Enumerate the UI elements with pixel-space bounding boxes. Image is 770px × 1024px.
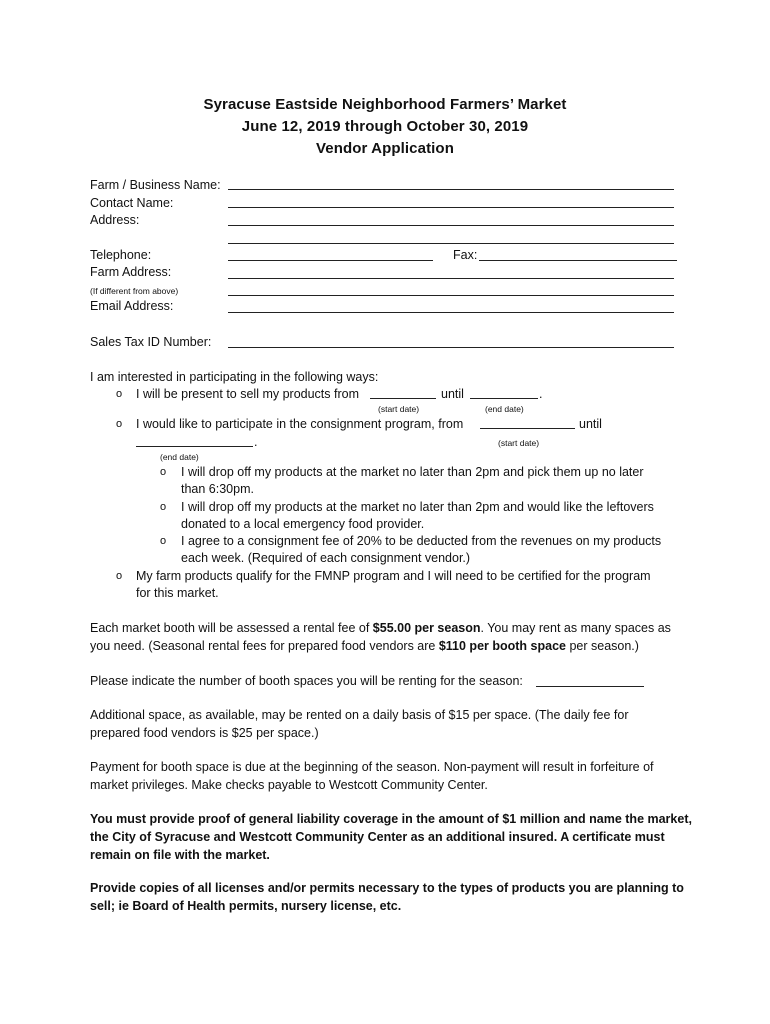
payment-line-1: Payment for booth space is due at the beginning of the season. Non-payment will result in forfeiture of xyxy=(90,760,654,774)
sub-option-1-line-1: I will drop off my products at the market no later than 2pm and pick them up no later xyxy=(181,465,644,479)
address-field-line-2[interactable] xyxy=(228,243,674,244)
sub-option-3-bullet[interactable]: o xyxy=(160,535,167,547)
licenses-line-2: sell; ie Board of Health permits, nursery license, etc. xyxy=(90,899,402,913)
if-different-note: (If different from above) xyxy=(90,286,179,296)
farm-address-field-line-2[interactable] xyxy=(228,295,674,296)
option-1-period: . xyxy=(539,387,543,401)
sales-tax-id-field[interactable] xyxy=(228,347,674,348)
option-2-end-date-field[interactable] xyxy=(136,446,253,447)
title-line-1: Syracuse Eastside Neighborhood Farmers’ Market xyxy=(203,96,567,113)
prepared-food-fee-amount: $110 per booth space xyxy=(438,639,566,653)
sub-option-1-line-2: than 6:30pm. xyxy=(181,482,254,496)
option-2-end-date-caption: (end date) xyxy=(160,452,199,462)
fax-field[interactable] xyxy=(479,260,677,261)
sub-option-3-line-2: each week. (Required of each consignment vendor.) xyxy=(181,551,471,565)
additional-space-line-1: Additional space, as available, may be rented on a daily basis of $15 per space. (The daily fee for xyxy=(90,708,629,722)
email-address-field[interactable] xyxy=(228,312,674,313)
address-field-line-1[interactable] xyxy=(228,225,674,226)
email-address-label: Email Address: xyxy=(90,299,174,313)
option-2-until: until xyxy=(579,417,602,431)
farm-business-name-field[interactable] xyxy=(228,189,674,190)
liability-line-3: remain on file with the market. xyxy=(90,848,270,862)
booth-fee-text-d: you need. (Seasonal rental fees for prepared food vendors are xyxy=(90,639,439,653)
option-3-line-1: My farm products qualify for the FMNP program and I will need to be certified for the program xyxy=(136,569,651,583)
booth-fee-text-a: Each market booth will be assessed a rental fee of xyxy=(90,621,373,635)
option-1-bullet[interactable]: o xyxy=(116,388,123,400)
liability-line-2: the City of Syracuse and Westcott Community Center as an additional insured. A certificate must xyxy=(90,830,665,844)
option-1-end-date-caption: (end date) xyxy=(485,404,524,414)
title-line-3: Vendor Application xyxy=(316,140,454,157)
option-2-text: I would like to participate in the consignment program, from xyxy=(136,417,464,431)
sub-option-3-line-1: I agree to a consignment fee of 20% to be deducted from the revenues on my products xyxy=(181,534,662,548)
booth-fee-line-2 xyxy=(90,638,639,654)
telephone-label: Telephone: xyxy=(90,248,152,262)
sub-option-2-line-1: I will drop off my products at the market no later than 2pm and would like the leftovers xyxy=(181,500,654,514)
option-1-until: until xyxy=(441,387,464,401)
booth-count-label: Please indicate the number of booth spaces you will be renting for the season: xyxy=(90,674,523,688)
booth-fee-text-c: . You may rent as many spaces as xyxy=(480,621,671,635)
liability-line-1: You must provide proof of general liability coverage in the amount of $1 million and name the market, xyxy=(90,812,692,826)
option-1-text: I will be present to sell my products from xyxy=(136,387,359,401)
sub-option-2-bullet[interactable]: o xyxy=(160,501,167,513)
option-1-start-date-field[interactable] xyxy=(370,398,436,399)
participation-intro: I am interested in participating in the following ways: xyxy=(90,370,379,384)
booth-fee-text-f: per season.) xyxy=(565,639,639,653)
fax-label: Fax: xyxy=(453,248,478,262)
payment-line-2: market privileges. Make checks payable to Westcott Community Center. xyxy=(90,778,488,792)
sales-tax-id-label: Sales Tax ID Number: xyxy=(90,335,212,349)
farm-address-label: Farm Address: xyxy=(90,265,172,279)
option-3-bullet[interactable]: o xyxy=(116,570,123,582)
booth-count-field[interactable] xyxy=(536,686,644,687)
farm-address-field-line-1[interactable] xyxy=(228,278,674,279)
booth-fee-line-1 xyxy=(90,620,671,636)
option-3-line-2: for this market. xyxy=(136,586,219,600)
option-2-start-date-caption: (start date) xyxy=(498,438,540,448)
contact-name-field[interactable] xyxy=(228,207,674,208)
farm-business-name-label: Farm / Business Name: xyxy=(90,178,221,192)
option-2-start-date-field[interactable] xyxy=(480,428,575,429)
telephone-field[interactable] xyxy=(228,260,433,261)
sub-option-2-line-2: donated to a local emergency food provider. xyxy=(181,517,425,531)
licenses-line-1: Provide copies of all licenses and/or permits necessary to the types of products you are planning to xyxy=(90,881,684,895)
option-1-end-date-field[interactable] xyxy=(470,398,538,399)
address-label: Address: xyxy=(90,213,140,227)
title-line-2: June 12, 2019 through October 30, 2019 xyxy=(241,118,529,135)
option-2-period: . xyxy=(254,435,258,449)
option-1-start-date-caption: (start date) xyxy=(378,404,420,414)
booth-fee-amount: $55.00 per season xyxy=(372,621,481,635)
option-2-bullet[interactable]: o xyxy=(116,418,123,430)
additional-space-line-2: prepared food vendors is $25 per space.) xyxy=(90,726,319,740)
contact-name-label: Contact Name: xyxy=(90,196,174,210)
sub-option-1-bullet[interactable]: o xyxy=(160,466,167,478)
